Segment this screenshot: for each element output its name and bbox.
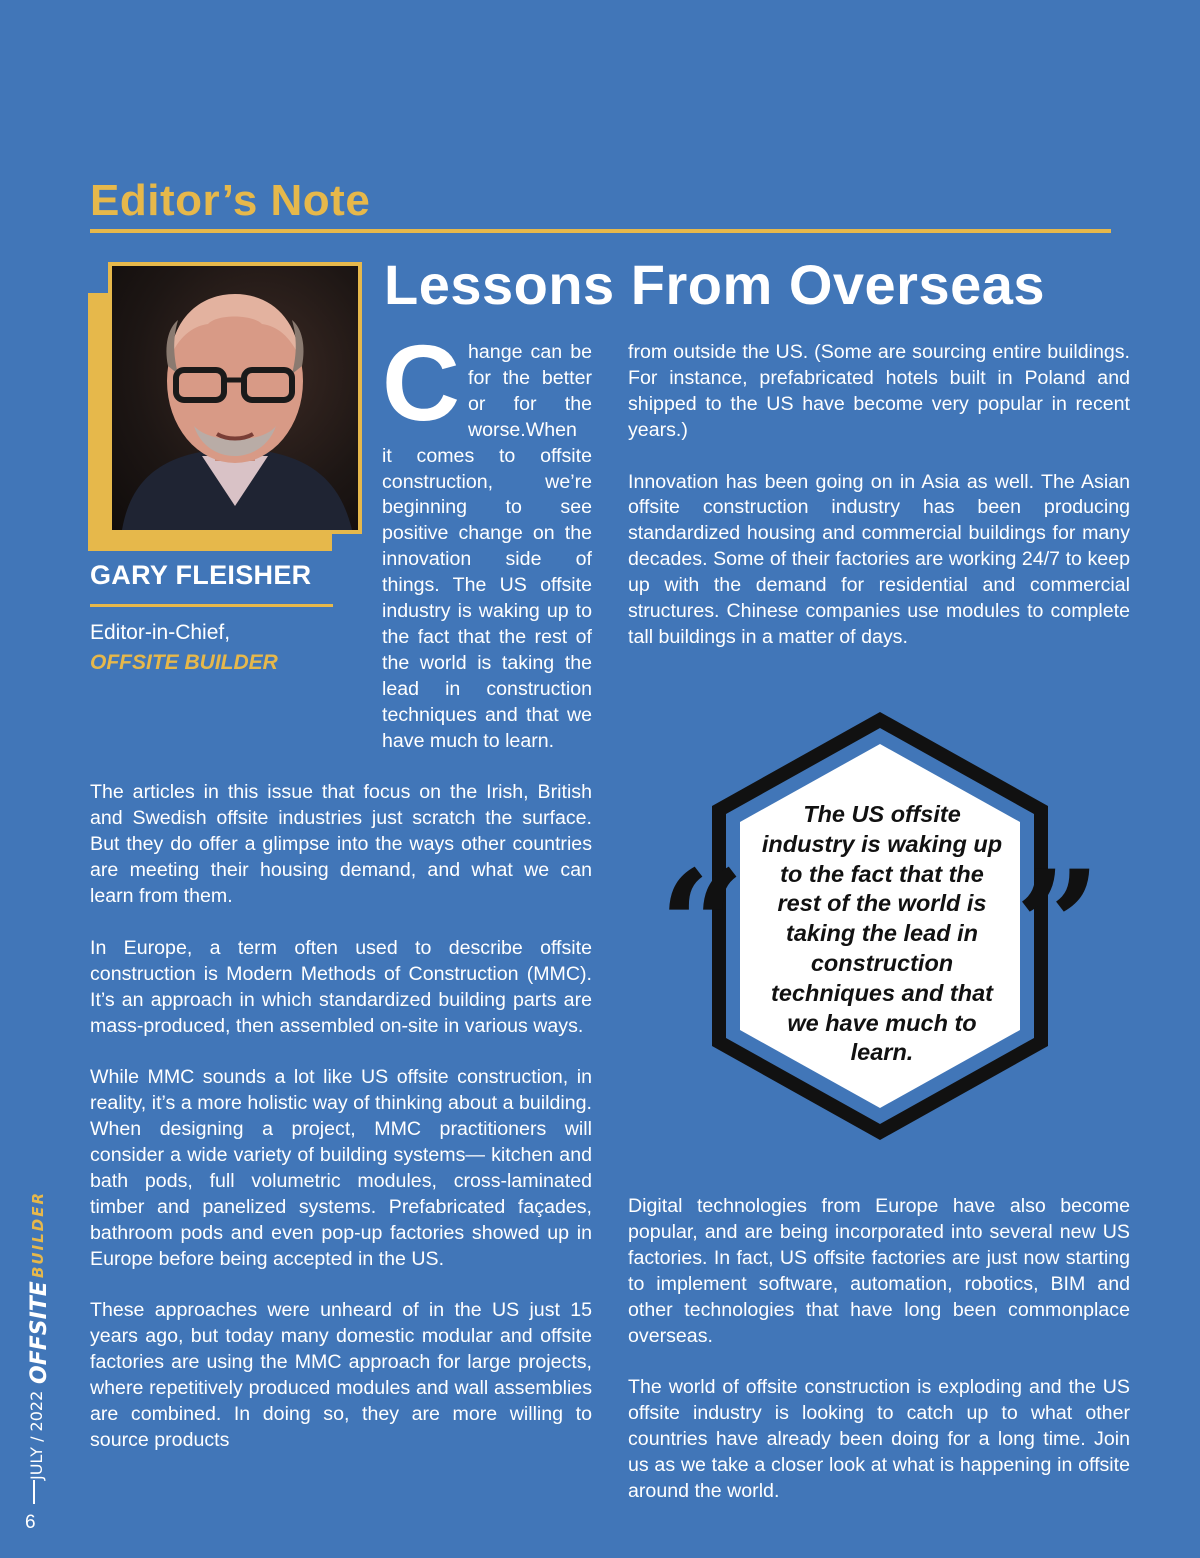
brand-offsite: OFFSITE xyxy=(27,1281,52,1384)
author-role: Editor-in-Chief, xyxy=(90,621,231,644)
body-paragraph: from outside the US. (Some are sourcing entire buildings. For instance, prefabricated hotels built in Poland and shipped to the US have become very popular in recent years.) xyxy=(628,341,1130,441)
close-quote-icon: ” xyxy=(1014,838,1102,1014)
body-paragraph: These approaches were unheard of in the US just 15 years ago, but today many domestic modular and offsite factories are using the MMC approach for large projects, where repetitively produced modules and wall assemblies are combined. In doing so, they are more willing to source products xyxy=(90,1299,592,1451)
open-quote-icon: “ xyxy=(658,838,746,1014)
publication-name: OFFSITE BUILDER xyxy=(90,651,278,674)
masthead-vertical xyxy=(20,1180,52,1480)
pull-quote xyxy=(660,708,1100,1144)
author-name: GARY FLEISHER xyxy=(90,560,312,590)
page-number: 6 xyxy=(25,1512,36,1533)
article-headline: Lessons From Overseas xyxy=(384,253,1046,316)
section-divider xyxy=(90,229,1111,233)
body-paragraph: In Europe, a term often used to describe offsite construction is Modern Methods of Construction (MMC). It’s an approach in which standardized building parts are mass-produced, then assembled on-site in various ways. xyxy=(90,936,592,1037)
section-label: Editor’s Note xyxy=(90,176,371,225)
body-paragraph: The world of offsite construction is exploding and the US offsite industry is looking to catch up to what other countries have already been doing for a long time. Join us as we take a closer look at what is happening in offsite around the world. xyxy=(628,1376,1130,1502)
article-column-left xyxy=(90,322,592,1480)
drop-cap: C xyxy=(382,322,460,443)
brand-builder: BUILDER xyxy=(29,1190,47,1278)
body-paragraph: The articles in this issue that focus on the Irish, British and Swedish offsite industries just scratch the surface. But they do offer a glimpse into the ways other countries are meeting their housing demand, and what we can learn from them. xyxy=(90,781,592,908)
lead-text: hange can be for the better or for the worse.When it comes to offsite construction, we’re beginning to see positive change on the innovation side of things. The US offsite industry is waking up to the fact that the rest of the world is taking the lead in construction techniques and that we have much to learn. xyxy=(382,341,592,752)
body-paragraph: While MMC sounds a lot like US offsite construction, in reality, it’s a more holistic way of thinking about a building. When designing a project, MMC practitioners will consider a wide variety of building systems— kitchen and bath pods, full volumetric modules, cross-laminated timber and panelized systems. Prefabricated façades, bathroom pods and even pop-up factories showed up in Europe before being accepted in the US. xyxy=(90,1066,592,1270)
article-column-right-bottom xyxy=(628,1194,1130,1531)
issue-date: JULY / 2022 xyxy=(27,1390,46,1480)
footer-masthead xyxy=(20,1180,52,1480)
footer-divider xyxy=(33,1480,35,1504)
body-paragraph: Digital technologies from Europe have also become popular, and are being incorporated into several new US factories. In fact, US offsite factories are just now starting to implement software, automation, robotics, BIM and other technologies that have long been commonplace overseas. xyxy=(628,1195,1130,1347)
pull-quote-text: The US offsite industry is waking up to the fact that the rest of the world is taking the lead in construction techniques and that we have much to learn. xyxy=(761,801,1003,1066)
author-sidebar-spacer xyxy=(90,340,382,742)
body-paragraph: Innovation has been going on in Asia as well. The Asian offsite construction industry has been producing standardized housing and commercial buildings for many decades. Some of their factories are working 24/7 to keep up with the demand for residential and commercial structures. Chinese companies use modules to complete tall buildings in a matter of days. xyxy=(628,470,1130,648)
article-column-right-top xyxy=(628,340,1130,677)
